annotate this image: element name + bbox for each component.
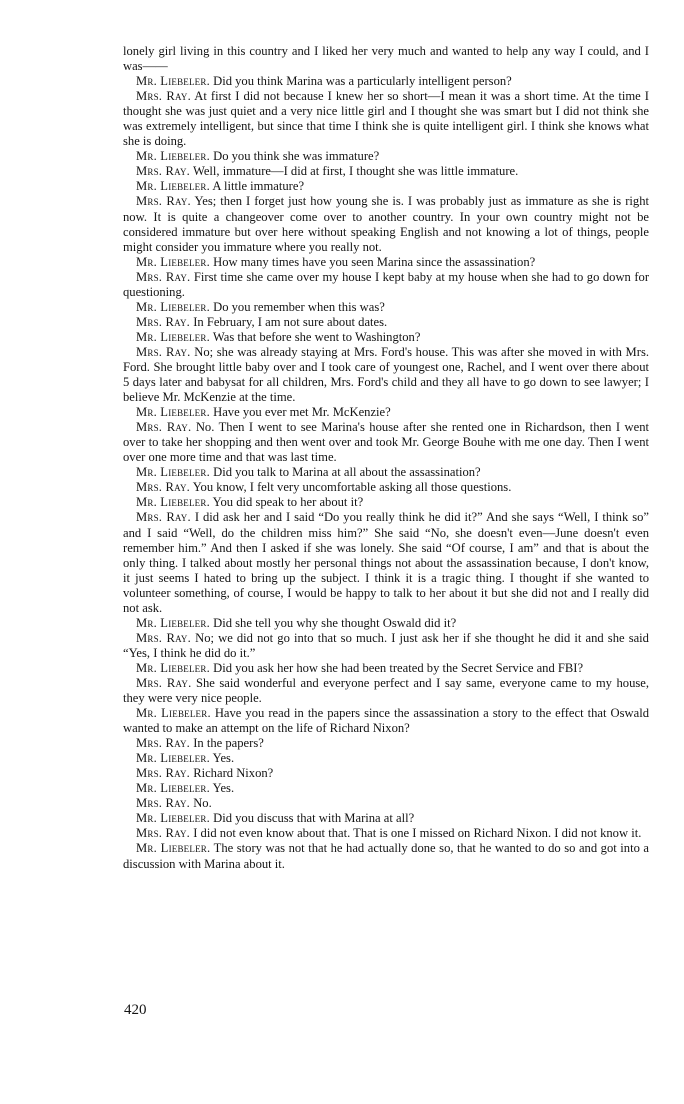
speaker-label: Mr. Liebeler. (136, 751, 210, 766)
paragraph-text: Well, immature—I did at first, I thought she was little immature. (192, 164, 519, 179)
paragraph-text: lonely girl living in this country and I liked her very much and wanted to help any way I could, and I was—— (123, 44, 649, 74)
speaker-label: Mrs. Ray. (136, 269, 191, 284)
transcript-paragraph (123, 89, 649, 149)
paragraph-text: How many times have you seen Marina since the assassination? (213, 254, 536, 269)
transcript-paragraph (123, 781, 649, 796)
transcript-paragraph (123, 74, 649, 89)
page-number: 420 (124, 1002, 147, 1018)
speaker-label: Mr. Liebeler. (136, 706, 211, 721)
speaker-label: Mrs. Ray. (136, 314, 191, 329)
paragraph-text: Did you discuss that with Marina at all? (213, 811, 415, 826)
speaker-label: Mr. Liebeler. (136, 254, 210, 269)
speaker-label: Mr. Liebeler. (136, 495, 210, 510)
paragraph-text: She said wonderful and everyone perfect and I say same, everyone came to my house, they were very nice people. (123, 675, 650, 706)
paragraph-text: Richard Nixon? (193, 766, 274, 781)
transcript-paragraph (123, 796, 649, 811)
paragraph-text: Did she tell you why she thought Oswald did it? (213, 615, 457, 630)
speaker-label: Mrs. Ray. (136, 736, 191, 751)
transcript-paragraph (123, 811, 649, 826)
paragraph-text: First time she came over my house I kept baby at my house when she had to go down for questioning. (123, 269, 650, 299)
paragraph-text: Yes. (212, 751, 235, 766)
paragraph-text: Have you ever met Mr. McKenzie? (213, 405, 391, 420)
transcript-paragraph (123, 676, 649, 706)
paragraph-text: Did you talk to Marina at all about the assassination? (213, 465, 481, 480)
transcript-paragraph (123, 194, 649, 254)
speaker-label: Mrs. Ray. (136, 89, 191, 104)
transcript-paragraph (123, 315, 649, 330)
transcript-paragraph (123, 149, 649, 164)
paragraph-text: Do you remember when this was? (213, 299, 385, 314)
transcript-paragraph (123, 706, 649, 736)
paragraph-text: You did speak to her about it? (212, 495, 364, 510)
transcript-paragraph (123, 255, 649, 270)
speaker-label: Mr. Liebeler. (136, 405, 210, 420)
transcript-paragraph (123, 300, 649, 315)
paragraph-text: A little immature? (212, 179, 305, 194)
paragraph-text: Have you read in the papers since the assassination a story to the effect that Oswald wanted to make an attempt on the life of Richard Nixon? (123, 706, 649, 736)
paragraph-text: No. (193, 796, 212, 811)
speaker-label: Mrs. Ray. (136, 420, 192, 435)
speaker-label: Mr. Liebeler. (136, 781, 210, 796)
speaker-label: Mrs. Ray. (136, 194, 191, 209)
paragraph-text: Was that before she went to Washington? (212, 329, 421, 344)
paragraph-text: I did ask her and I said “Do you really think he did it?” And she says “Well, I think so” and I said “Well, do the children miss him?” She said “No, she doesn't even—June doesn't even remember him.” And then I asked if she was lonely. She said “Of course, I am” and that is about the only thing. I talked about mostly her personal things not about the assassination because, I don't know, it just seems I hated to bring up the subject. I think it is a tragic thing. I thought if she wanted to volunteer something, of course, I would be happy to talk to her about it but she did not and I really did not ask. (123, 510, 649, 615)
paragraph-text: Did you ask her how she had been treated by the Secret Service and FBI? (213, 660, 584, 675)
paragraph-text: I did not even know about that. That is one I missed on Richard Nixon. I did not know it. (193, 826, 642, 841)
transcript-paragraph (123, 510, 649, 615)
paragraph-text: In the papers? (193, 736, 264, 751)
transcript-paragraph (123, 841, 649, 871)
transcript-page (123, 44, 649, 872)
transcript-paragraph (123, 495, 649, 510)
transcript-paragraph (123, 751, 649, 766)
speaker-label: Mr. Liebeler. (136, 841, 211, 856)
transcript-paragraph (123, 44, 649, 74)
transcript-paragraph (123, 345, 649, 405)
speaker-label: Mr. Liebeler. (136, 179, 210, 194)
transcript-paragraph (123, 164, 649, 179)
transcript-paragraph (123, 420, 649, 465)
transcript-paragraph (123, 766, 649, 781)
transcript-paragraph (123, 736, 649, 751)
transcript-paragraph (123, 631, 649, 661)
paragraph-text: Yes. (212, 781, 235, 796)
paragraph-text: Did you think Marina was a particularly intelligent person? (213, 74, 512, 89)
transcript-paragraph (123, 616, 649, 631)
paragraph-text: In February, I am not sure about dates. (193, 314, 388, 329)
paragraph-text: Yes; then I forget just how young she is. I was probably just as immature as she is right now. It is quite a changeover come over to another country. In your own country might not be considered immature but over here without speaking English and not knowing a lot of things, people might consider you immature where you really not. (123, 194, 650, 254)
paragraph-text: Do you think she was immature? (213, 149, 380, 164)
paragraph-text: You know, I felt very uncomfortable asking all those questions. (192, 480, 512, 495)
transcript-paragraph (123, 661, 649, 676)
speaker-label: Mrs. Ray. (136, 675, 192, 690)
speaker-label: Mrs. Ray. (136, 826, 191, 841)
paragraph-text: At first I did not because I knew her so short—I mean it was a short time. At the time I thought she was just quiet and a very nice little girl and I thought she was smart but I did not think she was extremely intelligent, but since that time I think she is quite intelligent girl. I think she knows what she is doing. (123, 89, 649, 149)
speaker-label: Mr. Liebeler. (136, 74, 210, 89)
speaker-label: Mrs. Ray. (136, 796, 191, 811)
transcript-paragraph (123, 465, 649, 480)
speaker-label: Mr. Liebeler. (136, 660, 210, 675)
transcript-paragraph (123, 480, 649, 495)
transcript-paragraph (123, 270, 649, 300)
transcript-paragraph (123, 179, 649, 194)
speaker-label: Mrs. Ray. (136, 344, 191, 359)
speaker-label: Mr. Liebeler. (136, 465, 210, 480)
speaker-label: Mrs. Ray. (136, 164, 191, 179)
speaker-label: Mr. Liebeler. (136, 149, 210, 164)
speaker-label: Mr. Liebeler. (136, 615, 210, 630)
paragraph-text: The story was not that he had actually done so, that he wanted to do so and got into a discussion with Marina about it. (123, 841, 650, 871)
speaker-label: Mrs. Ray. (136, 630, 191, 645)
speaker-label: Mrs. Ray. (136, 480, 191, 495)
transcript-paragraph (123, 826, 649, 841)
speaker-label: Mr. Liebeler. (136, 299, 210, 314)
paragraph-text: No. Then I went to see Marina's house after she rented one in Richardson, then I went over to take her shopping and then went over and took Mr. George Bouhe with me one day. Then I went over one more time and that was last time. (123, 420, 649, 465)
transcript-paragraph (123, 330, 649, 345)
speaker-label: Mrs. Ray. (136, 766, 191, 781)
transcript-paragraph (123, 405, 649, 420)
speaker-label: Mr. Liebeler. (136, 811, 210, 826)
paragraph-text: No; we did not go into that so much. I just ask her if she thought he did it and she said “Yes, I think he did do it.” (123, 630, 649, 660)
paragraph-text: No; she was already staying at Mrs. Ford's house. This was after she moved in with Mrs. Ford. She brought little baby over and I took care of youngest one, Rachel, and I went over there about 5 days later and babysat for all children, Mrs. Ford's child and they all have to go down to see lawyer; I believe Mr. McKenzie at the time. (123, 344, 649, 405)
speaker-label: Mrs. Ray. (136, 510, 191, 525)
speaker-label: Mr. Liebeler. (136, 329, 210, 344)
